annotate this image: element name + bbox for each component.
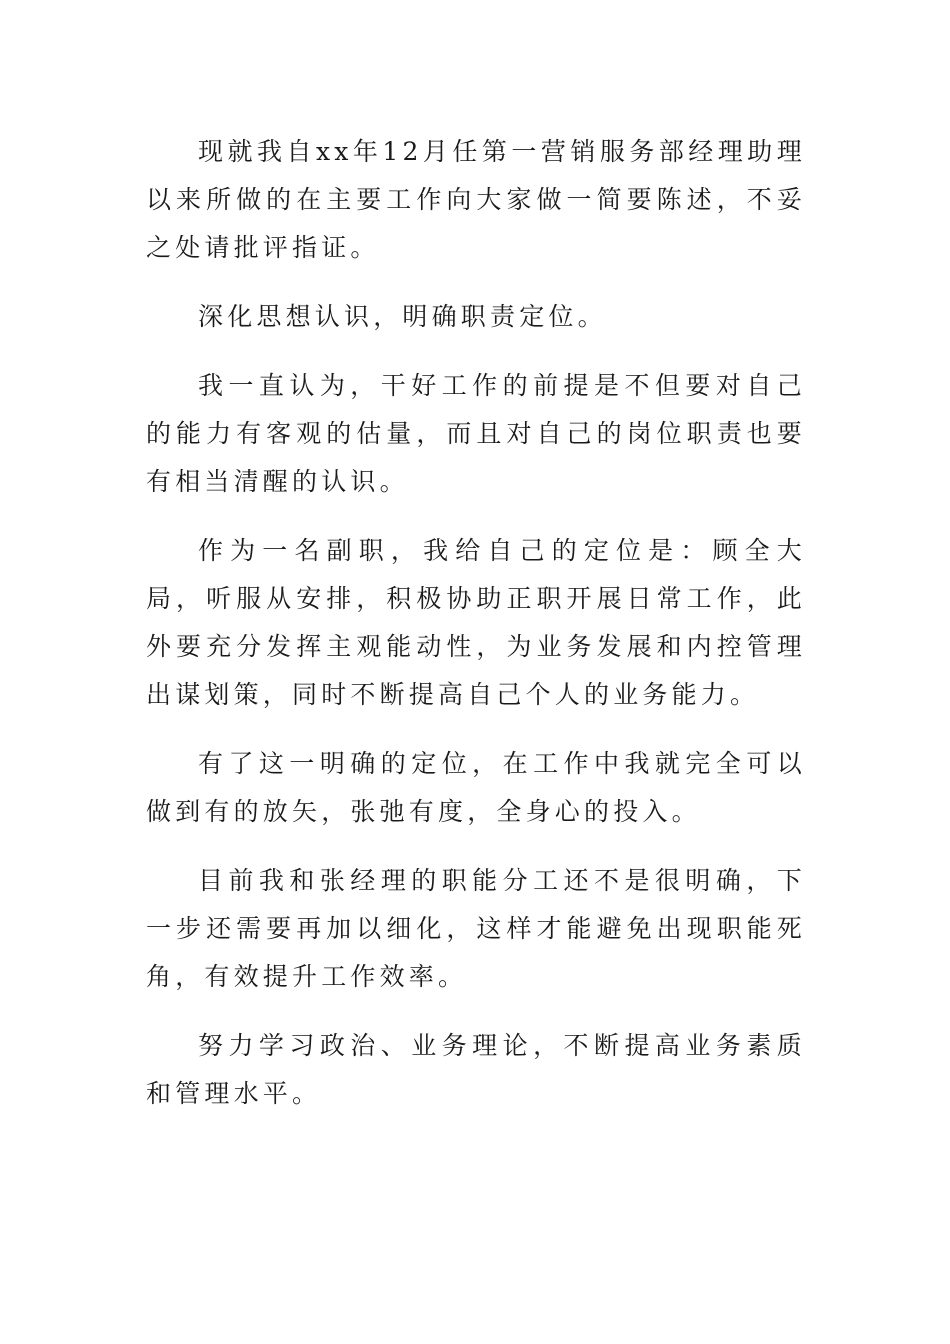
paragraph-clear-target: 有了这一明确的定位，在工作中我就完全可以做到有的放矢，张弛有度，全身心的投入。 [146,749,806,826]
section-heading-responsibility: 深化思想认识，明确职责定位。 [198,302,607,331]
paragraph-positioning: 作为一名副职，我给自己的定位是：顾全大局，听服从安排，积极协助正职开展日常工作，此外要充分发挥主观能动性，为业务发展和内控管理出谋划策，同时不断提高自己个人的业务能力。 [146,536,806,709]
paragraph-intro: 现就我自xx年12月任第一营销服务部经理助理以来所做的在主要工作向大家做一简要陈述，不妥之处请批评指证。 [146,137,806,262]
document-body [146,128,806,1139]
section-heading-study: 努力学习政治、业务理论，不断提高业务素质和管理水平。 [146,1031,806,1108]
paragraph-division-of-duties: 目前我和张经理的职能分工还不是很明确，下一步还需要再加以细化，这样才能避免出现职能死角，有效提升工作效率。 [146,866,806,991]
paragraph-understanding: 我一直认为，干好工作的前提是不但要对自己的能力有客观的估量，而且对自己的岗位职责也要有相当清醒的认识。 [146,371,806,496]
